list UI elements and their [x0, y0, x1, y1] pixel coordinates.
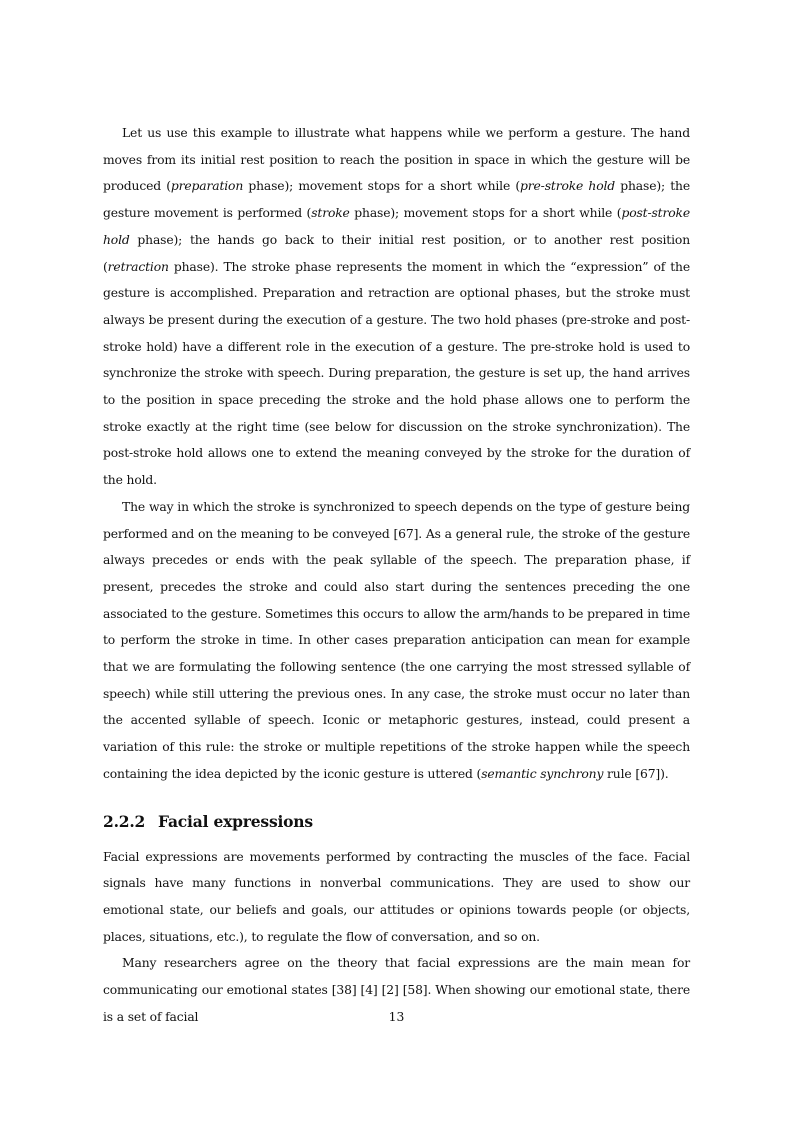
paragraph-text-italic: preparation: [170, 179, 244, 194]
paragraph-text-italic: pre-stroke hold: [520, 179, 616, 194]
paragraph-text-italic: semantic synchrony: [481, 766, 604, 781]
paragraph-facial-expressions-intro: [103, 844, 690, 951]
paragraph-text-italic: stroke: [311, 206, 350, 221]
paragraph-text: Facial expressions are movements performed by contracting the muscles of the face. Facial signals have many functions in nonverbal communications. They are used to show our emotional state, our beliefs and goals, our attitudes or opinions towards people (or objects, places, situations, etc.), to regulate the flow of conversation, and so on.: [103, 849, 690, 944]
section-heading: [103, 812, 690, 832]
paragraph-stroke-synchronization: [103, 494, 690, 788]
page-number: 13: [388, 1010, 405, 1024]
paragraph-text: phase); the hands go back to their initial rest position, or to another rest position (: [103, 232, 690, 274]
paragraph-text: The way in which the stroke is synchronized to speech depends on the type of gesture being performed and on the meaning to be conveyed [67]. As a general rule, the stroke of the gesture always precedes or ends with the peak syllable of the speech. The preparation phase, if present, precedes the stroke and could also start during the sentences preceding the one associated to the gesture. Sometimes this occurs to allow the arm/hands to be prepared in time to perform the stroke in time. In other cases preparation anticipation can mean for example that we are formulating the following sentence (the one carrying the most stressed syllable of speech) while still uttering the previous ones. In any case, the stroke must occur no later than the accented syllable of speech. Iconic or metaphoric gestures, instead, could present a variation of this rule: the stroke or multiple repetitions of the stroke happen while the speech containing the idea depicted by the iconic gesture is uttered (: [103, 499, 690, 781]
paragraph-gesture-phases: [103, 120, 690, 494]
paragraph-text-italic: retraction: [107, 259, 169, 274]
paragraph-text: phase); movement stops for a short while (: [243, 179, 521, 194]
paragraph-text: phase). The stroke phase represents the moment in which the “expression” of the gesture is accomplished. Preparation and retraction are optional phases, but the stroke must always be present during the execution of a gesture. The two hold phases (pre-stroke and post-stroke hold) have a different role in the execution of a gesture. The pre-stroke hold is used to synchronize the stroke with speech. During preparation, the gesture is set up, the hand arrives to the position in space preceding the stroke and the hold phase allows one to perform the stroke exactly at the right time (see below for discussion on the stroke synchronization). The post-stroke hold allows one to extend the meaning conveyed by the stroke for the duration of the hold.: [103, 259, 690, 488]
section-title: Facial expressions: [158, 811, 313, 831]
paragraph-text: phase); the gesture movement is performed (: [103, 179, 690, 221]
paragraph-text: phase); movement stops for a short while (: [349, 206, 622, 221]
paragraph-text: rule [67]).: [603, 766, 669, 781]
paragraph-text-italic: post-stroke hold: [103, 206, 690, 247]
paragraph-text: Many researchers agree on the theory that facial expressions are the main mean for communicating our emotional states [38] [4] [2] [58]. When showing our emotional state, there is a set of facial: [103, 956, 690, 1024]
paragraph-text: Let us use this example to illustrate what happens while we perform a gesture. The hand moves from its initial rest position to reach the position in space in which the gesture will be produced (: [103, 126, 690, 194]
page-body: [103, 120, 690, 1031]
section-number: 2.2.2: [103, 811, 146, 831]
